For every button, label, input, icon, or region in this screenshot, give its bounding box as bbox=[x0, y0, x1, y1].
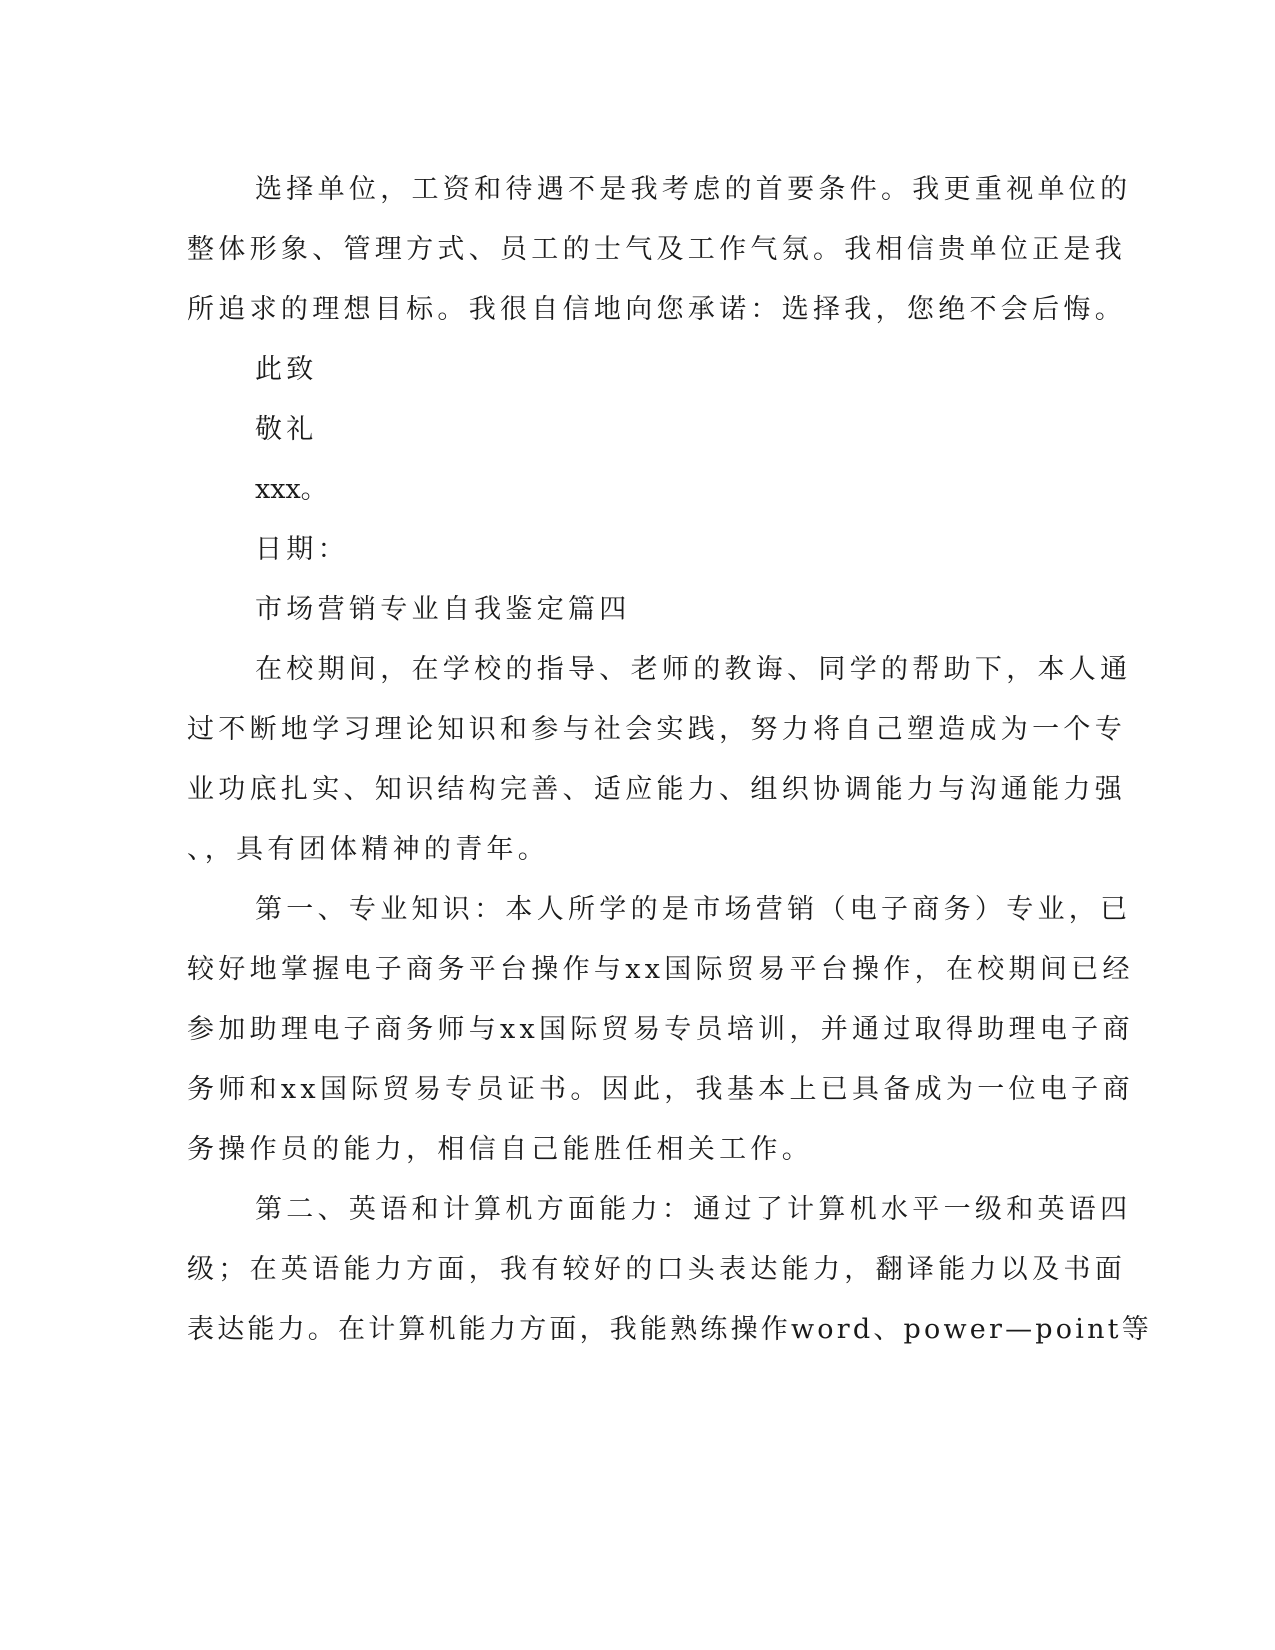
paragraph-line: 业功底扎实、知识结构完善、适应能力、组织协调能力与沟通能力强 bbox=[187, 774, 1126, 805]
paragraph-line: 级；在英语能力方面，我有较好的口头表达能力，翻译能力以及书面 bbox=[187, 1254, 1126, 1285]
paragraph-line: 参加助理电子商务师与xx国际贸易专员培训，并通过取得助理电子商 bbox=[187, 1014, 1134, 1045]
paragraph-line: 所追求的理想目标。我很自信地向您承诺：选择我，您绝不会后悔。 bbox=[187, 294, 1126, 325]
paragraph-line: 较好地掌握电子商务平台操作与xx国际贸易平台操作，在校期间已经 bbox=[187, 954, 1134, 985]
paragraph-line: 表达能力。在计算机能力方面，我能熟练操作word、power—point等 bbox=[187, 1314, 1152, 1345]
paragraph-line: 整体形象、管理方式、员工的士气及工作气氛。我相信贵单位正是我 bbox=[187, 234, 1126, 265]
paragraph-line: 选择单位，工资和待遇不是我考虑的首要条件。我更重视单位的 bbox=[255, 174, 1132, 205]
paragraph-line: 第二、英语和计算机方面能力：通过了计算机水平一级和英语四 bbox=[255, 1194, 1132, 1225]
paragraph-line: 第一、专业知识：本人所学的是市场营销（电子商务）专业，已 bbox=[255, 894, 1132, 925]
paragraph-line: 务师和xx国际贸易专员证书。因此，我基本上已具备成为一位电子商 bbox=[187, 1074, 1134, 1105]
paragraph-line: 、，具有团体精神的青年。 bbox=[187, 834, 550, 865]
date-line: 日期： bbox=[255, 534, 349, 565]
paragraph-line: 务操作员的能力，相信自己能胜任相关工作。 bbox=[187, 1134, 813, 1165]
salutation-line: 此致 bbox=[255, 354, 318, 385]
signature-line: xxx。 bbox=[255, 474, 328, 505]
paragraph-line: 在校期间，在学校的指导、老师的教诲、同学的帮助下，本人通 bbox=[255, 654, 1132, 685]
salutation-line: 敬礼 bbox=[255, 414, 318, 445]
section-heading: 市场营销专业自我鉴定篇四 bbox=[255, 594, 631, 625]
paragraph-line: 过不断地学习理论知识和参与社会实践，努力将自己塑造成为一个专 bbox=[187, 714, 1126, 745]
